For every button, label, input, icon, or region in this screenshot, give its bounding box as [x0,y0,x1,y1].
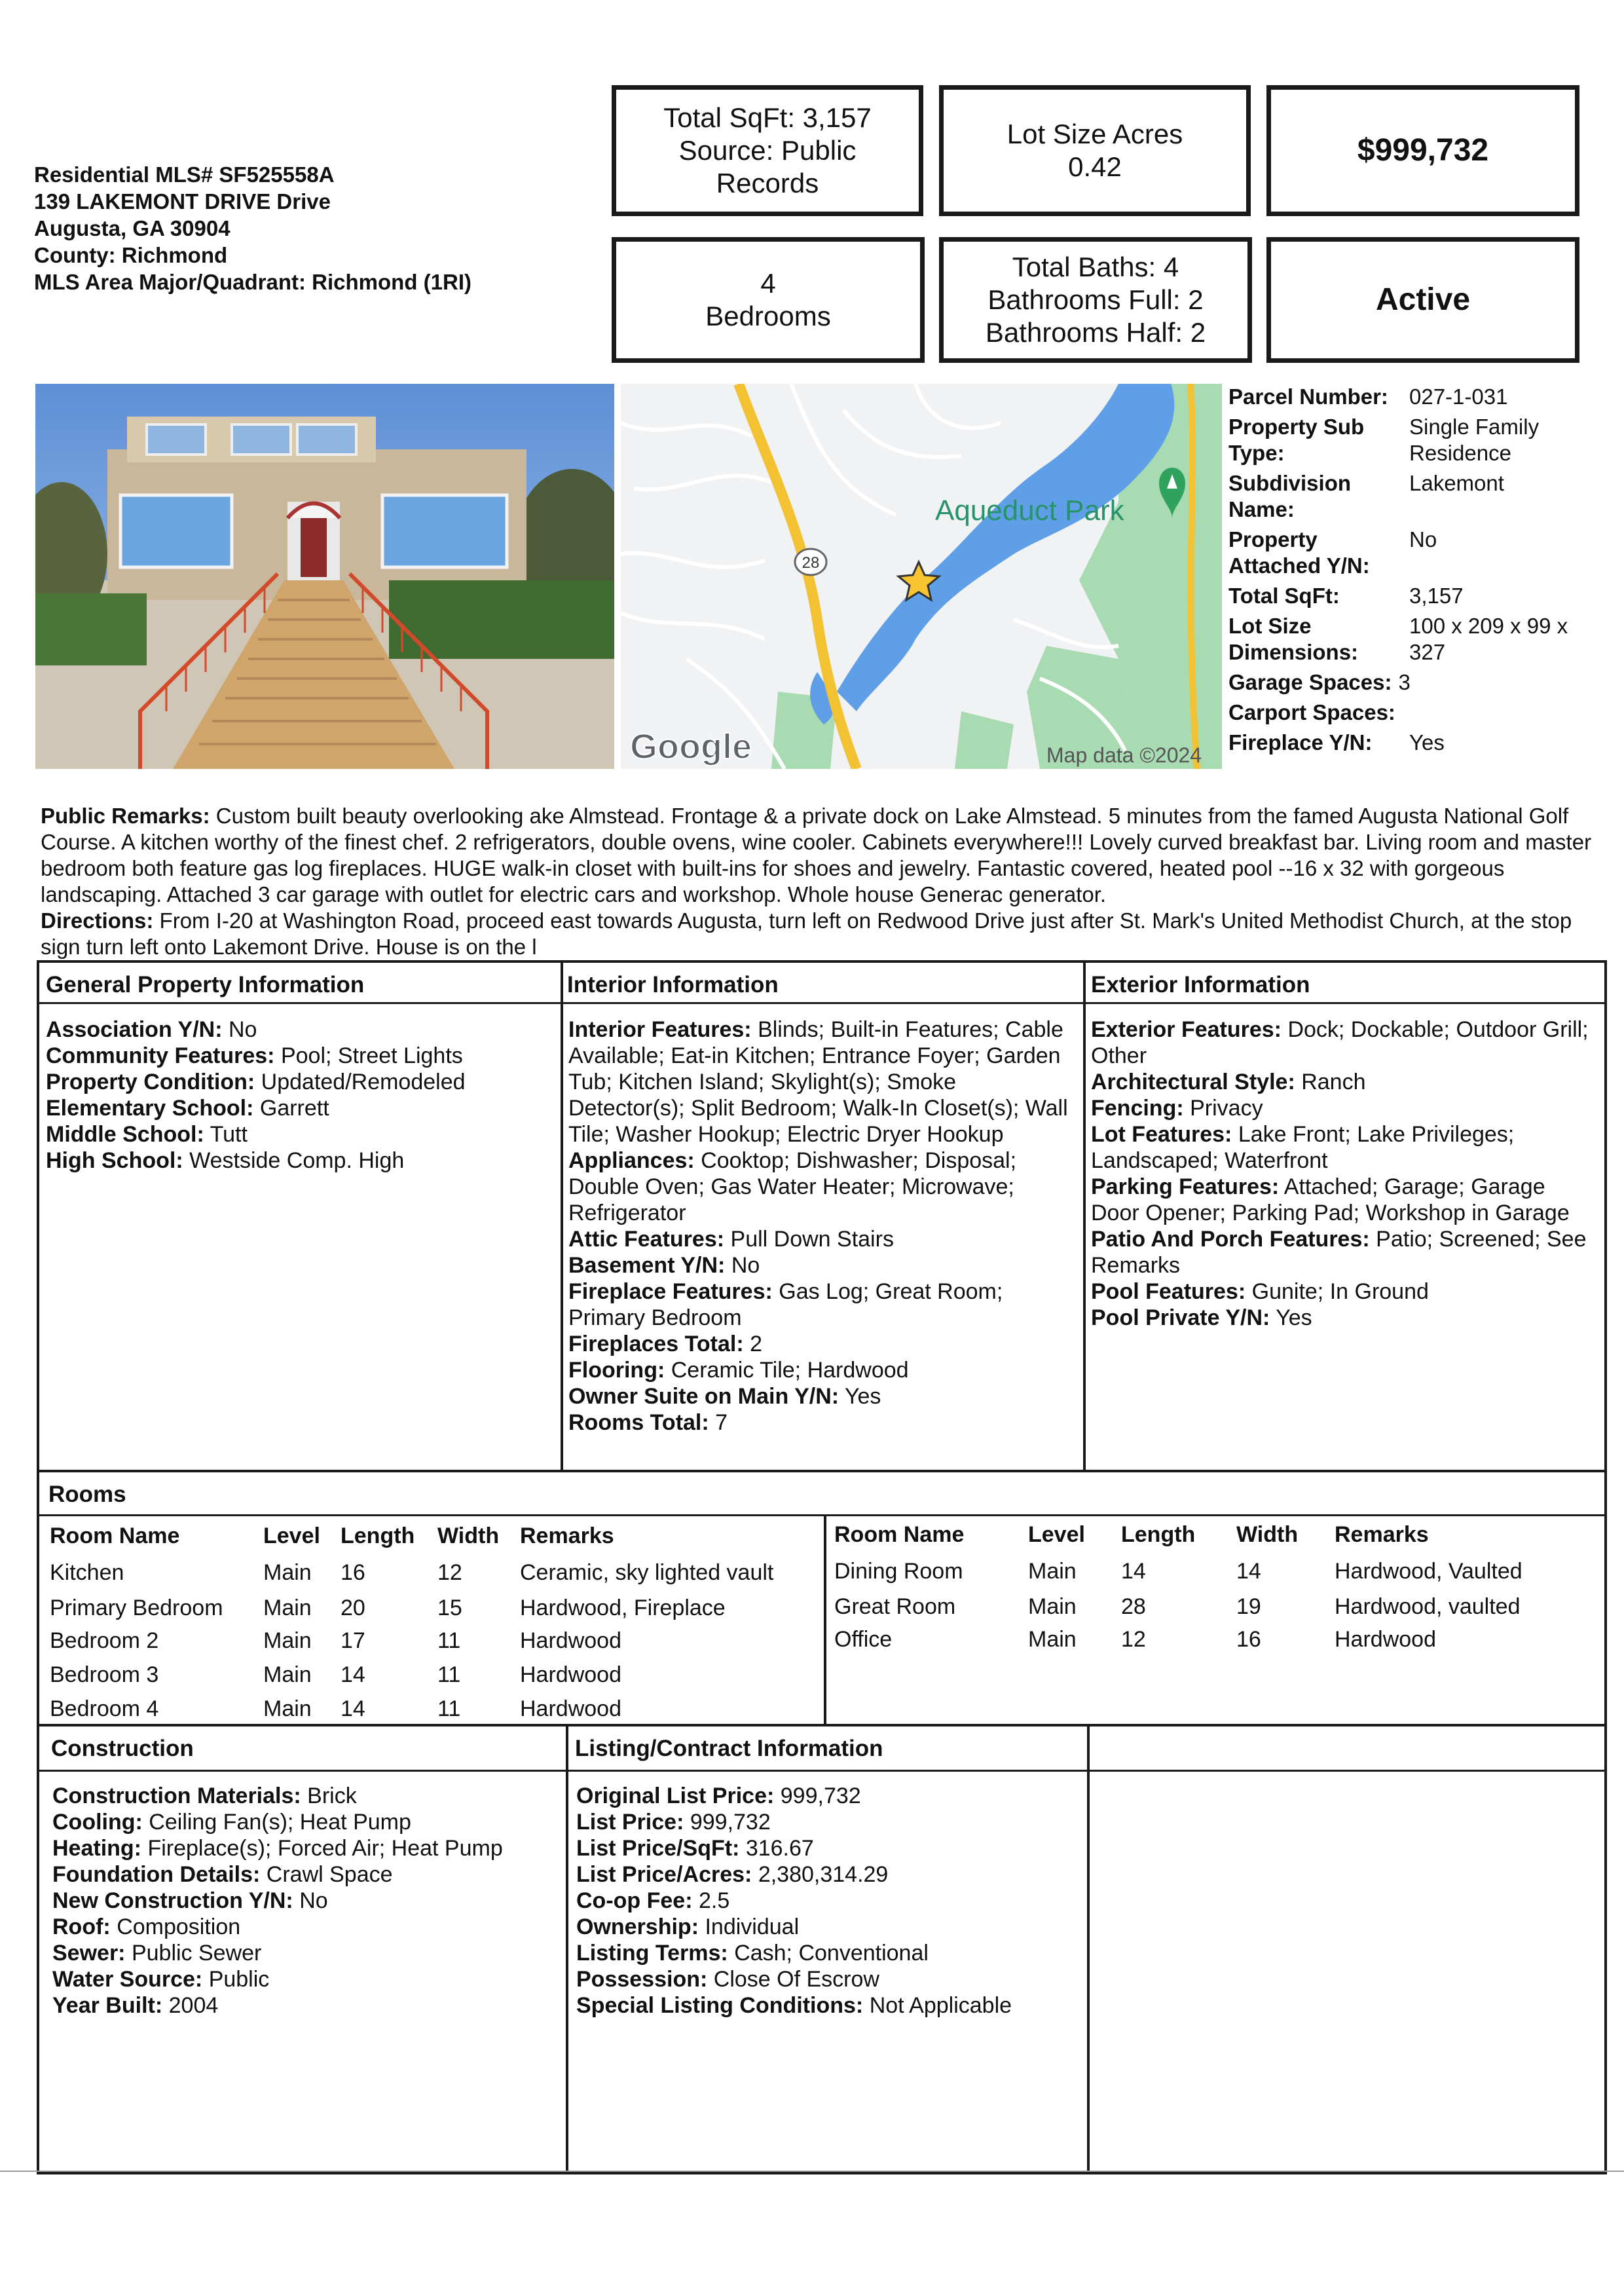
directions-label: Directions: [41,908,154,933]
listing-item: Ownership: Individual [576,1914,800,1939]
general-item: Association Y/N: No [46,1017,257,1042]
status-badge: Active [1375,282,1471,317]
listing-item: Possession: Close Of Escrow [576,1967,879,1992]
status-box [1266,237,1579,363]
construction-item: New Construction Y/N: No [52,1888,328,1913]
mls-number: Residential MLS# SF525558A [34,162,335,187]
fact-property-sub-type: Property Sub Type: Single Family Residence [1228,415,1540,465]
construction-title: Construction [51,1736,194,1761]
exterior-item: Parking Features: Attached; Garage; Garage Door Opener; Parking Pad; Workshop in Garage [1091,1174,1570,1225]
listing-item: Original List Price: 999,732 [576,1783,861,1808]
construction-list [52,1783,557,2019]
bedrooms-box [612,237,925,363]
interior-info-title: Interior Information [567,972,779,998]
listing-title: Listing/Contract Information [575,1736,883,1761]
location-map[interactable] [621,384,1222,769]
construction-item: Sewer: Public Sewer [52,1941,262,1966]
interior-item: Basement Y/N: No [568,1253,760,1278]
construction-item: Roof: Composition [52,1914,241,1939]
county: County: Richmond [34,243,228,267]
city-state-zip: Augusta, GA 30904 [34,216,231,240]
listing-list [576,1783,1080,2019]
interior-item: Interior Features: Blinds; Built-in Features; Cable Available; Eat-in Kitchen; Entrance Foyer; Garden Tub; Kitchen Island; Skylight(s); Smoke Detector(s); Split Bedroom; Walk-In Closet(s); Wall Tile; Washer Hookup; Electric Dryer Hookup [568,1017,1068,1147]
bedroom-count: 4 [760,268,776,299]
listing-header [34,161,597,295]
exterior-item: Lot Features: Lake Front; Lake Privileges; Landscaped; Waterfront [1091,1122,1515,1173]
map-attribution: Map data ©2024 [1046,743,1202,767]
google-logo: Google [630,727,752,766]
interior-info-list [568,1017,1077,1436]
construction-item: Heating: Fireplace(s); Forced Air; Heat Pump [52,1836,503,1861]
interior-item: Owner Suite on Main Y/N: Yes [568,1384,881,1409]
public-remarks-text: Custom built beauty overlooking ake Almstead. Frontage & a private dock on Lake Almstead. 5 minutes from the famed Augusta National Golf Course. A kitchen worthy of the finest chef. 2 refrigerators, double ovens, wine cooler. Cabinets everywhere!!! Lovely curved breakfast bar. Living room and master bedroom both feature gas log fireplaces. HUGE walk-in closet with built-ins for shoes and jewelry. Fantastic covered, heated pool --16 x 32 with gorgeous landscaping. Attached 3 car garage with outlet for electric cars and workshop. Whole house Generac generator. [41,804,1592,906]
grid-line [37,960,1606,963]
interior-item: Flooring: Ceramic Tile; Hardwood [568,1358,909,1383]
general-item: Community Features: Pool; Street Lights [46,1043,463,1068]
fact-total-sqft: Total SqFt: 3,157 [1228,584,1464,608]
interior-item: Appliances: Cooktop; Dishwasher; Disposal; Double Oven; Gas Water Heater; Microwave; Refrigerator [568,1148,1017,1225]
grid-line [566,1724,568,2173]
construction-item: Cooling: Ceiling Fan(s); Heat Pump [52,1810,411,1835]
grid-line [37,1470,1606,1472]
general-info-list [46,1017,550,1174]
baths-box [939,237,1252,363]
remarks-section [41,803,1606,959]
property-photo [35,384,614,769]
fact-subdivision: Subdivision Name: Lakemont [1228,471,1504,521]
sqft-box [612,85,923,216]
route-label: 28 [802,554,820,572]
construction-item: Construction Materials: Brick [52,1783,357,1808]
fact-lot-dimensions: Lot Size Dimensions: 100 x 209 x 99 x 327 [1228,614,1568,664]
grid-line [37,1514,1606,1516]
listing-item: List Price: 999,732 [576,1810,771,1835]
fact-carport-spaces: Carport Spaces: [1228,700,1395,724]
exterior-info-list [1091,1017,1599,1331]
exterior-item: Exterior Features: Dock; Dockable; Outdoor Grill; Other [1091,1017,1589,1068]
listing-item: Listing Terms: Cash; Conventional [576,1941,929,1966]
general-item: High School: Westside Comp. High [46,1148,405,1173]
grid-line [1604,960,1607,2173]
exterior-info-title: Exterior Information [1091,972,1310,998]
exterior-item: Pool Features: Gunite; In Ground [1091,1279,1429,1304]
interior-item: Fireplace Features: Gas Log; Great Room; Primary Bedroom [568,1279,1003,1330]
grid-line [37,1724,1606,1726]
general-item: Property Condition: Updated/Remodeled [46,1070,466,1094]
street-address: 139 LAKEMONT DRIVE Drive [34,189,331,214]
sqft-source: Source: Public [678,135,857,166]
construction-item: Foundation Details: Crawl Space [52,1862,393,1887]
half-baths: Bathrooms Half: 2 [985,317,1206,348]
interior-item: Rooms Total: 7 [568,1410,728,1435]
grid-line [37,1770,1606,1772]
sqft-source-2: Records [716,168,819,198]
listing-item: Special Listing Conditions: Not Applicable [576,1993,1012,2018]
mls-area: MLS Area Major/Quadrant: Richmond (1RI) [34,270,471,294]
directions-text: From I-20 at Washington Road, proceed east towards Augusta, turn left on Redwood Drive just after St. Mark's United Methodist Church, at the stop sign turn left onto Lakemont Drive. House is on the l [41,908,1572,959]
exterior-item: Architectural Style: Ranch [1091,1070,1366,1094]
grid-line [37,2172,1607,2174]
grid-line [1087,1724,1090,2173]
grid-line [1083,960,1086,1470]
exterior-item: Fencing: Privacy [1091,1096,1263,1121]
grid-line [561,960,563,1470]
exterior-item: Pool Private Y/N: Yes [1091,1305,1312,1330]
park-label: Aqueduct Park [935,494,1124,527]
grid-line [37,960,39,2173]
listing-item: Co-op Fee: 2.5 [576,1888,730,1913]
general-item: Middle School: Tutt [46,1122,248,1147]
lot-size-label: Lot Size Acres [1006,119,1183,149]
fact-garage-spaces: Garage Spaces: 3 [1228,670,1411,694]
interior-item: Fireplaces Total: 2 [568,1332,763,1356]
grid-line [824,1514,826,1724]
page-edge-divider [0,2171,1624,2172]
fact-fireplace: Fireplace Y/N: Yes [1228,730,1445,755]
construction-item: Water Source: Public [52,1967,270,1992]
full-baths: Bathrooms Full: 2 [987,284,1204,315]
public-remarks-label: Public Remarks: [41,804,210,828]
sqft-value: Total SqFt: 3,157 [663,102,872,133]
interior-item: Attic Features: Pull Down Stairs [568,1227,894,1252]
general-item: Elementary School: Garrett [46,1096,329,1121]
rooms-title: Rooms [48,1482,126,1507]
bedrooms-label: Bedrooms [705,301,831,331]
list-price: $999,732 [1357,133,1489,168]
fact-property-attached: Property Attached Y/N: No [1228,527,1437,578]
property-facts [1228,384,1608,760]
lot-size-box [939,85,1251,216]
lot-size-value: 0.42 [1068,151,1122,182]
price-box [1266,85,1579,216]
listing-item: List Price/Acres: 2,380,314.29 [576,1862,889,1887]
total-baths: Total Baths: 4 [1012,252,1179,282]
general-info-title: General Property Information [46,972,365,998]
construction-item: Year Built: 2004 [52,1993,219,2018]
grid-line [37,1002,1606,1004]
listing-item: List Price/SqFt: 316.67 [576,1836,814,1861]
exterior-item: Patio And Porch Features: Patio; Screened; See Remarks [1091,1227,1587,1278]
fact-parcel-number: Parcel Number: 027-1-031 [1228,384,1508,409]
